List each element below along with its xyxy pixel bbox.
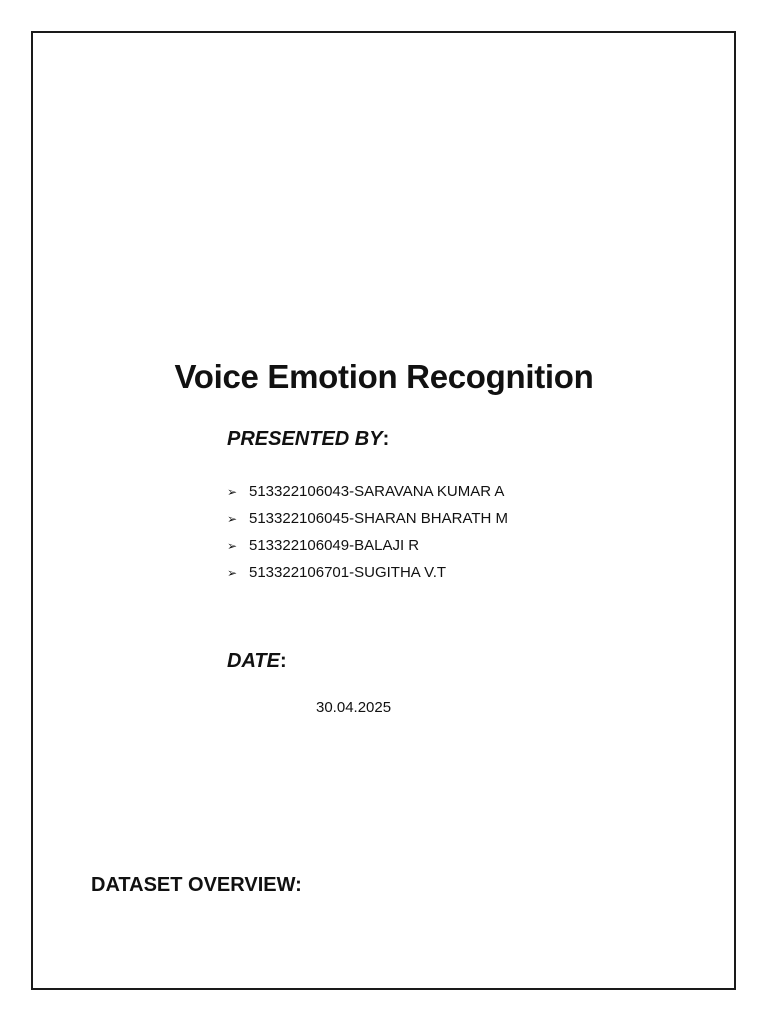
member-text: 513322106701-SUGITHA V.T <box>249 564 447 581</box>
list-item <box>227 532 508 559</box>
dataset-overview-heading: DATASET OVERVIEW: <box>91 874 302 896</box>
arrow-right-icon: ➢ <box>227 538 238 553</box>
presented-by-heading <box>227 428 389 451</box>
list-item <box>227 559 508 586</box>
arrow-right-icon: ➢ <box>227 565 238 580</box>
date-label: DATE <box>227 650 280 672</box>
list-item <box>227 478 508 505</box>
date-colon: : <box>279 650 287 672</box>
document-title: Voice Emotion Recognition <box>174 358 594 395</box>
presented-by-label: PRESENTED BY <box>227 428 383 450</box>
member-text: 513322106043-SARAVANA KUMAR A <box>249 483 505 500</box>
member-text: 513322106049-BALAJI R <box>249 537 420 554</box>
date-heading <box>227 650 287 673</box>
presented-by-colon: : <box>382 428 390 450</box>
member-text: 513322106045-SHARAN BHARATH M <box>249 510 509 527</box>
list-item <box>227 505 508 532</box>
member-list <box>227 478 508 586</box>
arrow-right-icon: ➢ <box>227 511 238 526</box>
date-value: 30.04.2025 <box>316 699 392 716</box>
arrow-right-icon: ➢ <box>227 484 238 499</box>
